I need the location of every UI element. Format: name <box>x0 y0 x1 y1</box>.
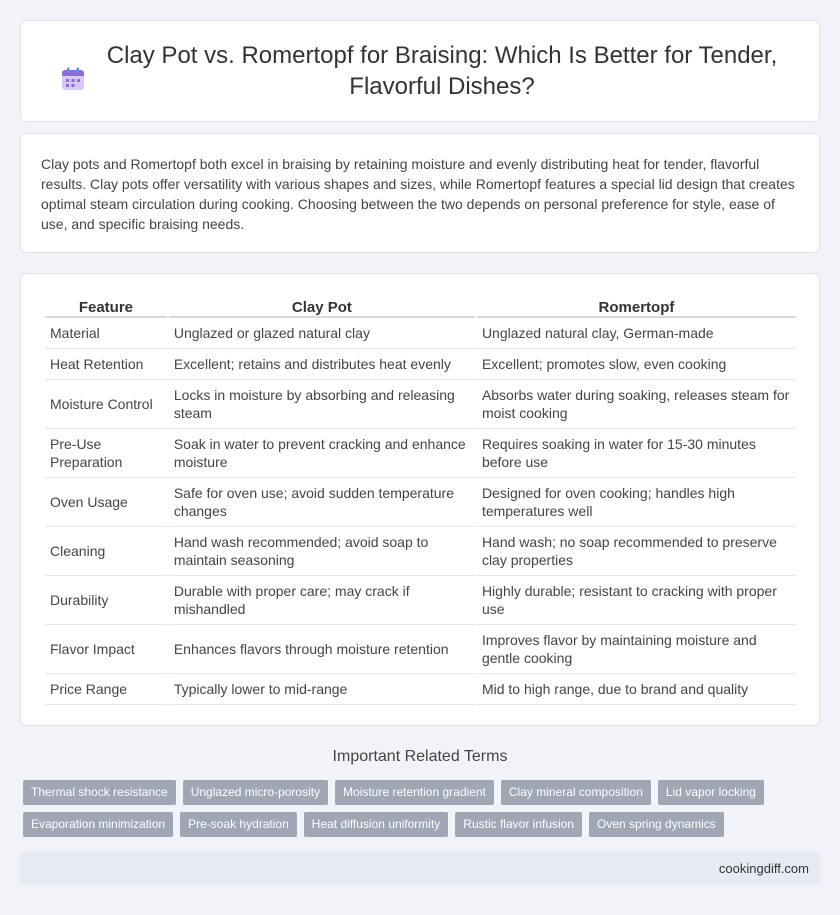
romertopf-cell: Improves flavor by maintaining moisture and gentle cooking <box>477 625 796 674</box>
footer-site-link[interactable]: cookingdiff.com <box>718 861 809 876</box>
column-header-clay-pot: Clay Pot <box>169 294 475 318</box>
column-header-feature: Feature <box>45 294 167 318</box>
title-card <box>20 20 820 122</box>
table-row <box>45 349 796 380</box>
comparison-card <box>20 273 820 726</box>
feature-cell: Flavor Impact <box>45 625 167 674</box>
tag-unglazed-micro-porosity[interactable]: Unglazed micro-porosity <box>183 780 328 805</box>
column-header-romertopf: Romertopf <box>477 294 796 318</box>
clay-pot-cell: Typically lower to mid-range <box>169 674 475 705</box>
table-row <box>45 576 796 625</box>
romertopf-cell: Absorbs water during soaking, releases steam for moist cooking <box>477 380 796 429</box>
calendar-icon <box>60 66 86 92</box>
table-header-row <box>45 294 796 318</box>
comparison-table <box>43 294 798 705</box>
tag-row <box>23 780 823 805</box>
feature-cell: Heat Retention <box>45 349 167 380</box>
tag-rustic-flavor-infusion[interactable]: Rustic flavor infusion <box>455 812 582 837</box>
intro-text: Clay pots and Romertopf both excel in braising by retaining moisture and evenly distributing heat for tender, flavorful results. Clay pots offer versatility with various shapes and sizes, while Romertopf features a special lid design that creates optimal steam circulation during cooking. Choosing between the two depends on personal preference for style, ease of use, and specific braising needs. <box>41 156 795 232</box>
intro-card <box>20 133 820 253</box>
tag-row <box>23 812 823 837</box>
romertopf-cell: Unglazed natural clay, German-made <box>477 318 796 349</box>
tag-oven-spring-dynamics[interactable]: Oven spring dynamics <box>589 812 724 837</box>
romertopf-cell: Mid to high range, due to brand and quality <box>477 674 796 705</box>
table-row <box>45 478 796 527</box>
clay-pot-cell: Soak in water to prevent cracking and enhance moisture <box>169 429 475 478</box>
feature-cell: Material <box>45 318 167 349</box>
clay-pot-cell: Hand wash recommended; avoid soap to maintain seasoning <box>169 527 475 576</box>
clay-pot-cell: Safe for oven use; avoid sudden temperature changes <box>169 478 475 527</box>
feature-cell: Pre-Use Preparation <box>45 429 167 478</box>
clay-pot-cell: Unglazed or glazed natural clay <box>169 318 475 349</box>
feature-cell: Moisture Control <box>45 380 167 429</box>
footer <box>20 852 820 885</box>
feature-cell: Cleaning <box>45 527 167 576</box>
table-row <box>45 429 796 478</box>
romertopf-cell: Excellent; promotes slow, even cooking <box>477 349 796 380</box>
table-row <box>45 674 796 705</box>
tag-clay-mineral-composition[interactable]: Clay mineral composition <box>501 780 651 805</box>
table-row <box>45 625 796 674</box>
feature-cell: Durability <box>45 576 167 625</box>
tag-moisture-retention-gradient[interactable]: Moisture retention gradient <box>335 780 494 805</box>
romertopf-cell: Requires soaking in water for 15-30 minutes before use <box>477 429 796 478</box>
romertopf-cell: Highly durable; resistant to cracking with proper use <box>477 576 796 625</box>
clay-pot-cell: Excellent; retains and distributes heat evenly <box>169 349 475 380</box>
tag-pre-soak-hydration[interactable]: Pre-soak hydration <box>180 812 297 837</box>
feature-cell: Oven Usage <box>45 478 167 527</box>
table-row <box>45 380 796 429</box>
table-row <box>45 527 796 576</box>
romertopf-cell: Hand wash; no soap recommended to preserve clay properties <box>477 527 796 576</box>
clay-pot-cell: Enhances flavors through moisture retention <box>169 625 475 674</box>
tag-lid-vapor-locking[interactable]: Lid vapor locking <box>658 780 764 805</box>
feature-cell: Price Range <box>45 674 167 705</box>
tag-heat-diffusion-uniformity[interactable]: Heat diffusion uniformity <box>304 812 449 837</box>
romertopf-cell: Designed for oven cooking; handles high temperatures well <box>477 478 796 527</box>
table-row <box>45 318 796 349</box>
tag-evaporation-minimization[interactable]: Evaporation minimization <box>23 812 173 837</box>
clay-pot-cell: Durable with proper care; may crack if mishandled <box>169 576 475 625</box>
page-title: Clay Pot vs. Romertopf for Braising: Which Is Better for Tender, Flavorful Dishes? <box>106 42 778 100</box>
related-terms-title: Important Related Terms <box>332 748 508 765</box>
related-terms-tags <box>23 780 823 844</box>
clay-pot-cell: Locks in moisture by absorbing and releasing steam <box>169 380 475 429</box>
tag-thermal-shock-resistance[interactable]: Thermal shock resistance <box>23 780 176 805</box>
